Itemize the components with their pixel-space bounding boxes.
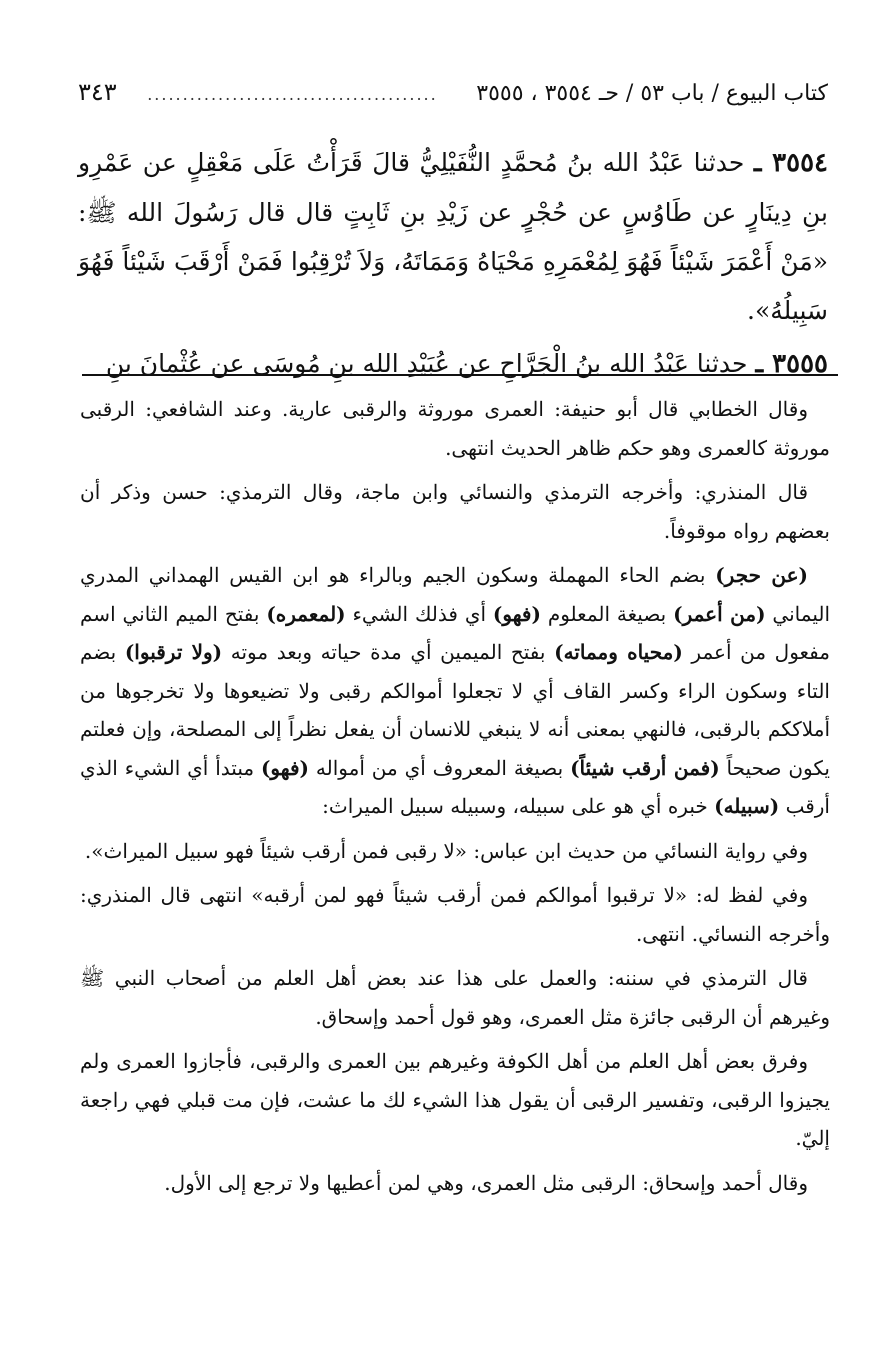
running-header [78, 78, 828, 114]
commentary-paragraph: قال الترمذي في سننه: والعمل على هذا عند بعض أهل العلم من أصحاب النبي ﷺ وغيرهم أن الرقبى جائزة مثل العمرى، وهو قول أحمد وإسحاق. [80, 966, 830, 1029]
page-number: ٣٤٣ [78, 78, 117, 106]
gloss-text: أي فذلك الشيء [345, 601, 493, 626]
gloss-text: بصيغة المعروف أي من أمواله [309, 755, 571, 780]
gloss-term: (محياه ومماته) [554, 640, 683, 664]
hadith-3555 [78, 339, 828, 389]
hadith-number: ٣٥٥٤ ـ [753, 148, 828, 178]
commentary-paragraph: وفي لفظ له: «لا ترقبوا أموالكم فمن أرقب شيئاً فهو لمن أرقبه» انتهى قال المنذري: وأخرجه النسائي. انتهى. [80, 883, 830, 946]
gloss-text: بضم الحاء المهملة وسكون الجيم وبالراء هو ابن القيس الهمداني المدري اليماني [80, 563, 830, 626]
gloss-term: (فهو) [260, 755, 310, 780]
gloss-term: (ولا ترقبوا) [124, 640, 223, 664]
gloss-text: بصيغة المعلوم [540, 601, 674, 626]
commentary-paragraph: قال المنذري: وأخرجه الترمذي والنسائي وابن ماجة، وقال الترمذي: حسن وذكر أن بعضهم رواه موقوفاً. [80, 480, 830, 543]
hadith-text: حدثنا عَبْدُ الله بنُ الْجَرَّاحِ عن عُبَيْدِ الله بنِ مُوسَى عن عُثْمانَ بنِ [105, 349, 748, 378]
gloss-text: مبتدأ أي الشيء الذي أرقب [80, 755, 830, 818]
commentary-paragraph: وقال أحمد وإسحاق: الرقبى مثل العمرى، وهي لمن أعطيها ولا ترجع إلى الأول. [164, 1170, 808, 1195]
commentary-paragraph: وفرق بعض أهل العلم من أهل الكوفة وغيرهم بين العمرى والرقبى، فأجازوا العمرى ولم يجيزوا الرقبى، وتفسير الرقبى أن يقول هذا الشيء لك ما عشت، فإن مت قبلي فهي راجعة إليّ. [80, 1049, 830, 1150]
hadith-number: ٣٥٥٥ ـ [755, 349, 828, 379]
commentary-paragraph: وقال الخطابي قال أبو حنيفة: العمرى موروثة والرقبى عارية. وعند الشافعي: الرقبى موروثة كالعمرى وهو حكم ظاهر الحديث انتهى. [80, 397, 830, 460]
hadith-3554 [78, 138, 828, 335]
gloss-term: (سبيله) [714, 794, 780, 818]
gloss-term: (عن حجر) [715, 563, 808, 587]
hadith-text-block [78, 138, 828, 393]
gloss-text: خبره أي هو على سبيله، وسبيله سبيل الميراث: [322, 794, 715, 818]
commentary-block [80, 390, 830, 1208]
gloss-text: بفتح الميم الثاني اسم مفعول من أعمر [80, 601, 831, 664]
commentary-paragraph-glosses [80, 556, 830, 826]
gloss-text: بضم التاء وسكون الراء وكسر القاف أي لا تجعلوا أموالكم رقبى ولا تضيعوها ولا تخرجوها من أملاككم بالرقبى، فالنهي بمعنى أنه لا ينبغي للانسان أن يفعل نظراً إلى المصلحة، وإن فعلتم يكون صحيحاً [80, 640, 830, 780]
gloss-term: (فهو) [492, 601, 541, 626]
footnote-divider [82, 374, 838, 376]
gloss-term: (لمعمره) [266, 601, 346, 626]
header-title: كتاب البيوع / باب ٥٣ / حـ ٣٥٥٤ ، ٣٥٥٥ [476, 81, 828, 106]
gloss-term: (من أعمر) [673, 601, 766, 626]
gloss-term: (فمن أرقب شيئاً) [570, 755, 720, 780]
gloss-text: بفتح الميمين أي مدة حياته وبعد موته [222, 640, 555, 664]
commentary-paragraph: وفي رواية النسائي من حديث ابن عباس: «لا رقبى فمن أرقب شيئاً فهو سبيل الميراث». [84, 838, 808, 863]
header-dot-leader: ......................................... [147, 85, 438, 104]
hadith-text: حدثنا عَبْدُ الله بنُ مُحمَّدٍ النُّفَيْلِيُّ قالَ قَرَأْتُ عَلَى مَعْقِلٍ عن عَمْرِو بنِ دِينَارٍ عن طَاوُسٍ عن حُجْرٍ عن زَيْدِ بنِ ثَابِتٍ قال قال رَسُولَ الله ﷺ: «مَنْ أَعْمَرَ شَيْئاً فَهُوَ لِمُعْمَرِهِ مَحْيَاهُ وَمَمَاتَهُ، وَلاَ تُرْقِبُوا فَمَنْ أَرْقَبَ شَيْئاً فَهُوَ سَبِيلُهُ». [78, 148, 828, 325]
